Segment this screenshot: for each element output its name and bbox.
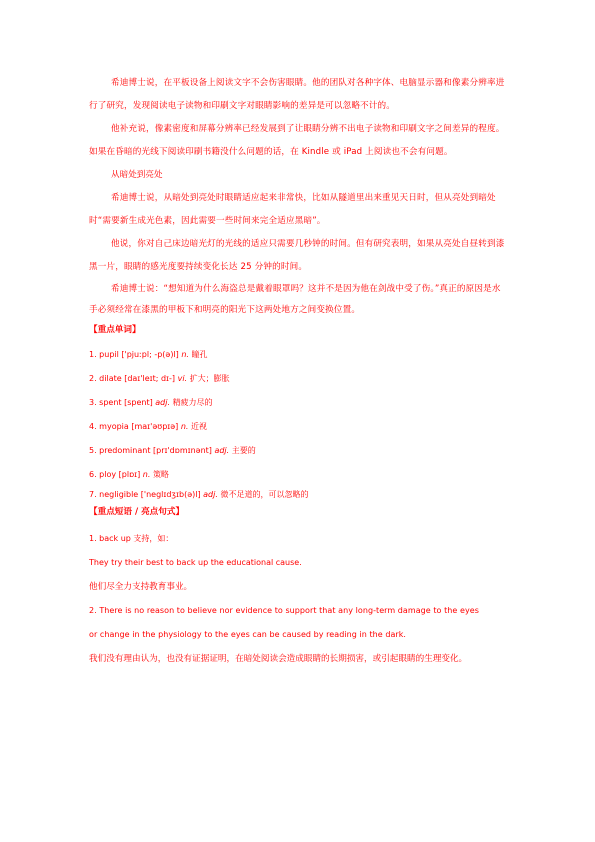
vocab-pos: n. [181,350,189,359]
phrase-example-chinese: 他们尽全力支持教育事业。 [89,582,193,592]
vocab-item [89,343,509,367]
vocab-pos: adj. [203,490,218,499]
vocab-item [89,487,509,503]
vocab-pos: n. [142,470,151,479]
vocab-meaning: 近视 [191,422,208,431]
phrase-example-english: They try their best to back up the educational cause. [89,558,302,567]
sentence-english-line: or change in the physiology to the eyes can be caused by reading in the dark. [89,630,407,639]
vocab-meaning: 扩大；膨胀 [189,374,230,383]
vocab-word: 6. ploy [plɒɪ] [89,470,141,479]
vocab-item [89,463,509,487]
vocab-item [89,415,509,439]
vocab-word: 5. predominant [prɪ'dɒmɪnənt] [89,446,212,455]
vocab-meaning: 瞳孔 [191,350,208,359]
article-paragraph: 希迪博士说，从暗处到亮处时眼睛适应起来非常快，比如从隧道里出来重见天日时，但从亮处到暗处时“需要新生成光色素，因此需要一些时间来完全适应黑暗”。 [89,193,496,226]
vocab-pos: adj. [155,398,171,407]
vocab-word: 1. pupil ['pjuːpl; -p(ə)l] [89,350,179,359]
vocab-item [89,391,509,415]
phrase-item-title: 1. back up 支持，如： [89,534,174,543]
vocab-meaning: 主要的 [231,446,256,455]
article-paragraph: 希迪博士说：“想知道为什么海盗总是戴着眼罩吗？这并不是因为他在剑战中受了伤。”真正的原因是水手必须经常在漆黑的甲板下和明亮的阳光下这两处地方之间变换位置。 [89,284,501,315]
vocab-list [89,343,509,503]
article-paragraph: 他补充说，像素密度和屏幕分辨率已经发展到了让眼睛分辨不出电子读物和印刷文字之间差异的程度。如果在昏暗的光线下阅读印刷书籍没什么问题的话，在 Kindle 或 iPad 上阅读也不会有问题。 [89,124,505,157]
vocab-word: 4. myopia [maɪ'əʊpɪə] [89,422,179,431]
vocab-meaning: 精疲力尽的 [172,398,213,407]
article-paragraph: 他说，你对自己床边暗光灯的光线的适应只需要几秒钟的时间。但有研究表明，如果从亮处自昼转到漆黑一片，眼睛的感光度要持续变化长达 25 分钟的时间。 [89,239,505,272]
vocab-pos: adj. [214,446,230,455]
vocab-heading: 【重点单词】 [89,325,141,335]
vocab-word: 7. negligible ['neglɪdʒɪb(ə)l] [89,490,201,499]
sentence-chinese-translation: 我们没有理由认为，也没有证据证明，在暗处阅读会造成眼睛的长期损害，或引起眼睛的生理变化。 [89,654,468,664]
vocab-meaning: 策略 [152,470,169,479]
vocab-word: 3. spent [spent] [89,398,153,407]
vocab-meaning: 微不足道的，可以忽略的 [220,490,309,499]
vocab-word: 2. dilate [daɪ'leɪt; dɪ-] [89,374,176,383]
sentence-english-line: 2. There is no reason to believe nor evidence to support that any long-term damage to the eyes [89,606,479,615]
article-subheading: 从暗处到亮处 [111,170,163,180]
article-paragraph: 希迪博士说，在平板设备上阅读文字不会伤害眼睛。他的团队对各种字体、电脑显示器和像素分辨率进行了研究，发现阅读电子读物和印刷文字对眼睛影响的差异是可以忽略不计的。 [89,78,505,111]
document-page [89,72,509,671]
vocab-pos: vi. [177,374,188,383]
vocab-pos: n. [180,422,189,431]
phrases-heading: 【重点短语 / 亮点句式】 [89,507,185,517]
vocab-item [89,439,509,463]
phrases-block [89,527,509,671]
vocab-item [89,367,509,391]
